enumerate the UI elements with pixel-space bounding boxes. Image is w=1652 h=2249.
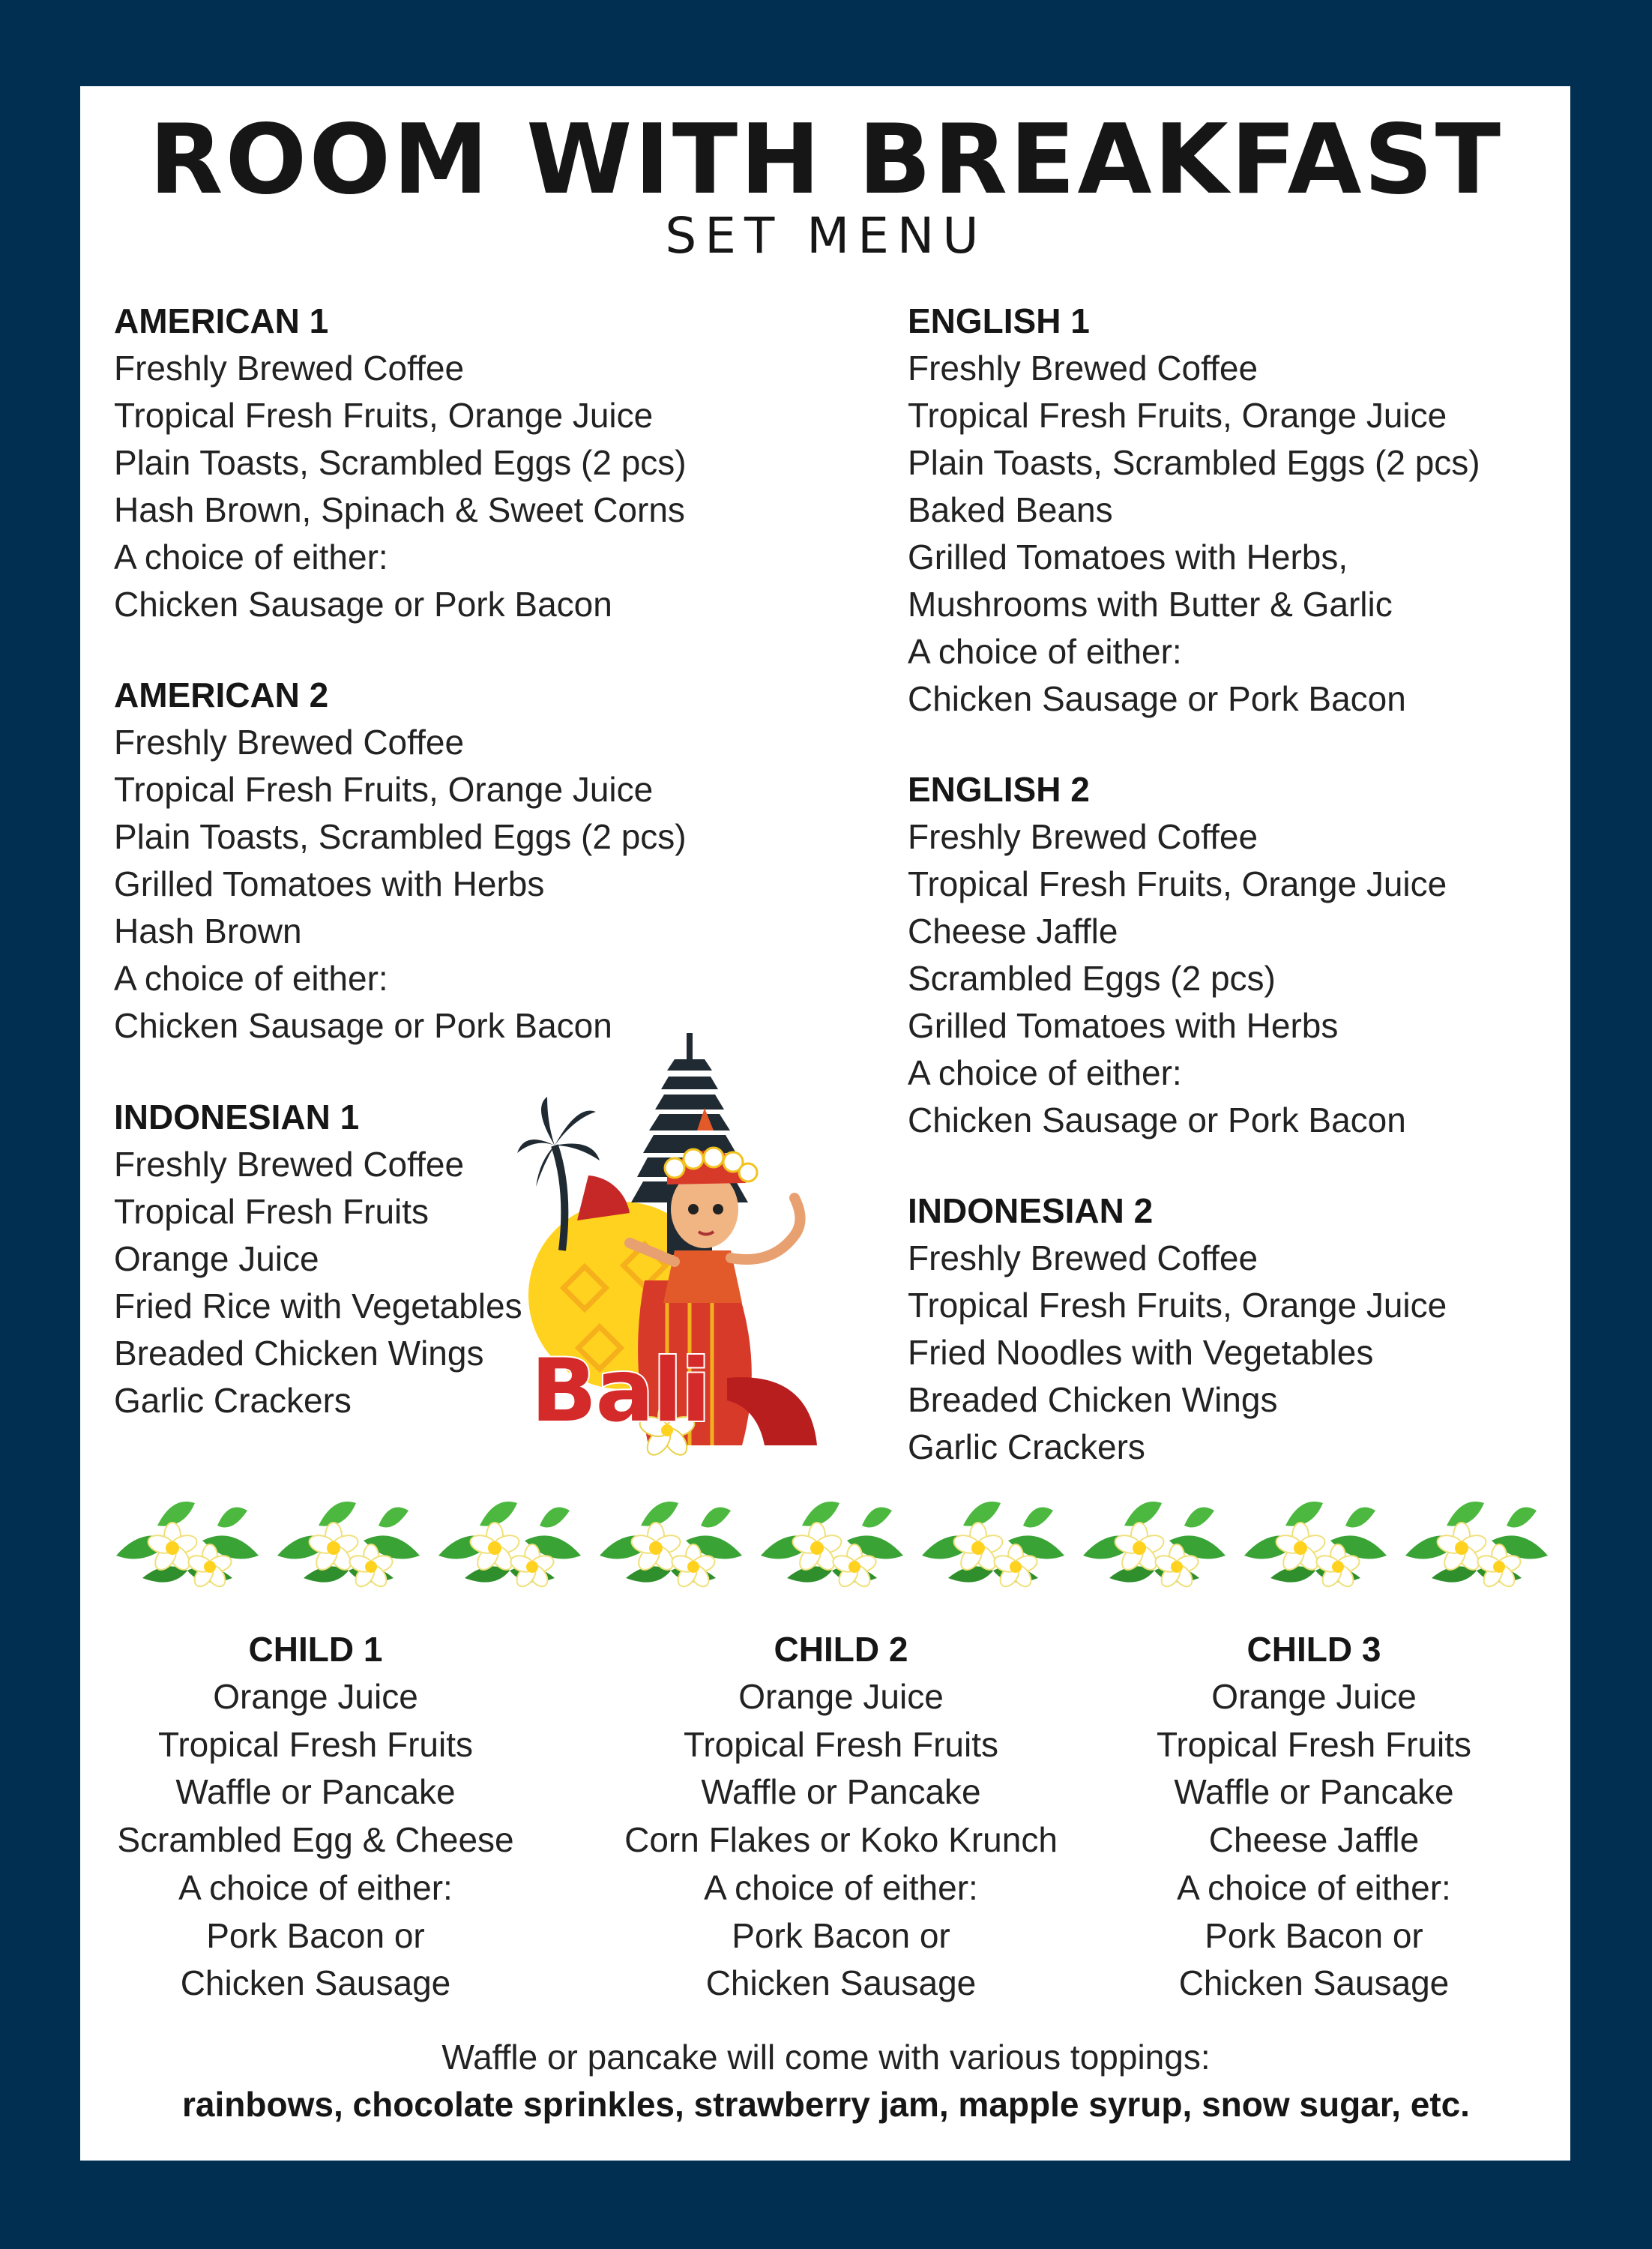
menu-item: Freshly Brewed Coffee (908, 817, 1258, 856)
menu-item: Fried Noodles with Vegetables (908, 1333, 1374, 1372)
menu-item: Plain Toasts, Scrambled Eggs (2 pcs) (908, 443, 1480, 482)
menu-item: Grilled Tomatoes with Herbs (908, 1006, 1339, 1045)
menu-item: Tropical Fresh Fruits, Orange Juice (908, 864, 1447, 903)
menu-item: Waffle or Pancake (1174, 1772, 1454, 1812)
menu-item: Orange Juice (114, 1239, 319, 1278)
menu-item: Breaded Chicken Wings (114, 1334, 484, 1373)
menu-item: Breaded Chicken Wings (908, 1380, 1278, 1419)
menu-title: CHILD 2 (774, 1630, 908, 1669)
menu-item: Grilled Tomatoes with Herbs (114, 864, 545, 903)
menu-item: A choice of either: (114, 538, 388, 576)
menu-item: Cheese Jaffle (1208, 1820, 1420, 1860)
menu-child-1 (76, 1625, 555, 2008)
menu-item: Waffle or Pancake (701, 1772, 981, 1812)
menu-item: Hash Brown, Spinach & Sweet Corns (114, 490, 685, 529)
menu-item: Plain Toasts, Scrambled Eggs (2 pcs) (114, 817, 687, 856)
menu-item: Waffle or Pancake (175, 1772, 456, 1812)
menu-item: Tropical Fresh Fruits (683, 1724, 999, 1764)
menu-item: Freshly Brewed Coffee (908, 349, 1258, 388)
fan-icon (577, 1175, 630, 1220)
menu-item: Chicken Sausage (705, 1963, 977, 2003)
menu-indonesian-2 (908, 1187, 1582, 1471)
menu-item: Tropical Fresh Fruits (1156, 1724, 1472, 1764)
menu-item: A choice of either: (908, 1053, 1182, 1092)
menu-item: Freshly Brewed Coffee (114, 723, 465, 762)
menu-item: Freshly Brewed Coffee (908, 1238, 1258, 1277)
menu-item: Chicken Sausage or Pork Bacon (114, 585, 612, 624)
menu-item: Cheese Jaffle (908, 912, 1118, 951)
menu-item: Grilled Tomatoes with Herbs, (908, 538, 1348, 576)
toppings-note: Waffle or pancake will come with various toppings: (441, 2038, 1211, 2077)
menu-item: Tropical Fresh Fruits, Orange Juice (114, 396, 654, 435)
menu-item: A choice of either: (1177, 1867, 1451, 1907)
menu-item: A choice of either: (114, 959, 388, 998)
menu-item: Pork Bacon or (732, 1915, 950, 1955)
menu-english-2 (908, 766, 1582, 1144)
menu-item: Corn Flakes or Koko Krunch (624, 1820, 1058, 1860)
menu-english-1 (908, 298, 1582, 723)
menu-item: Chicken Sausage (1178, 1963, 1450, 2003)
bali-label: Bali (531, 1340, 710, 1442)
frangipani-border (105, 1488, 1548, 1604)
menu-item: Tropical Fresh Fruits (114, 1192, 429, 1231)
menu-item: Orange Juice (1211, 1677, 1417, 1716)
menu-item: Chicken Sausage or Pork Bacon (114, 1006, 612, 1045)
menu-child-2 (601, 1625, 1081, 2008)
menu-item: Scrambled Eggs (2 pcs) (908, 959, 1276, 998)
menu-title: INDONESIAN 2 (908, 1191, 1154, 1230)
menu-title: ENGLISH 1 (908, 301, 1090, 340)
menu-item: Garlic Crackers (114, 1381, 352, 1420)
menu-title: INDONESIAN 1 (114, 1098, 360, 1136)
menu-item: Mushrooms with Butter & Garlic (908, 585, 1393, 624)
toppings-list: rainbows, chocolate sprinkles, strawberry jam, mapple syrup, snow sugar, etc. (182, 2085, 1470, 2124)
menu-item: Scrambled Egg & Cheese (117, 1820, 514, 1860)
menu-item: Tropical Fresh Fruits, Orange Juice (908, 1286, 1447, 1325)
menu-item: A choice of either: (908, 632, 1182, 671)
menu-item: Chicken Sausage (180, 1963, 451, 2003)
menu-item: Freshly Brewed Coffee (114, 349, 465, 388)
page-title: ROOM WITH BREAKFAST (148, 104, 1504, 216)
menu-item: Chicken Sausage or Pork Bacon (908, 1101, 1406, 1139)
menu-title: AMERICAN 1 (114, 301, 329, 340)
menu-title: AMERICAN 2 (114, 675, 329, 714)
menu-title: CHILD 3 (1246, 1630, 1381, 1669)
page-subtitle: SET MENU (665, 207, 987, 265)
menu-item: Pork Bacon or (206, 1915, 425, 1955)
menu-item: Tropical Fresh Fruits, Orange Juice (114, 770, 654, 809)
menu-item: Freshly Brewed Coffee (114, 1145, 465, 1184)
menu-title: CHILD 1 (248, 1630, 383, 1669)
menu-title: ENGLISH 2 (908, 770, 1090, 809)
menu-item: A choice of either: (178, 1867, 453, 1907)
menu-american-1 (114, 298, 789, 628)
menu-american-2 (114, 672, 789, 1050)
menu-item: Tropical Fresh Fruits, Orange Juice (908, 396, 1447, 435)
menu-item: Chicken Sausage or Pork Bacon (908, 679, 1406, 718)
menu-item: Orange Juice (213, 1677, 418, 1716)
menu-item: Hash Brown (114, 912, 302, 951)
menu-item: Tropical Fresh Fruits (157, 1724, 474, 1764)
menu-item: Baked Beans (908, 490, 1113, 529)
menu-child-3 (1074, 1625, 1554, 2008)
menu-item: A choice of either: (704, 1867, 978, 1907)
menu-item: Pork Bacon or (1205, 1915, 1423, 1955)
menu-item: Garlic Crackers (908, 1427, 1145, 1466)
menu-item: Fried Rice with Vegetables (114, 1286, 522, 1325)
menu-item: Plain Toasts, Scrambled Eggs (2 pcs) (114, 443, 687, 482)
menu-item: Orange Juice (738, 1677, 944, 1716)
